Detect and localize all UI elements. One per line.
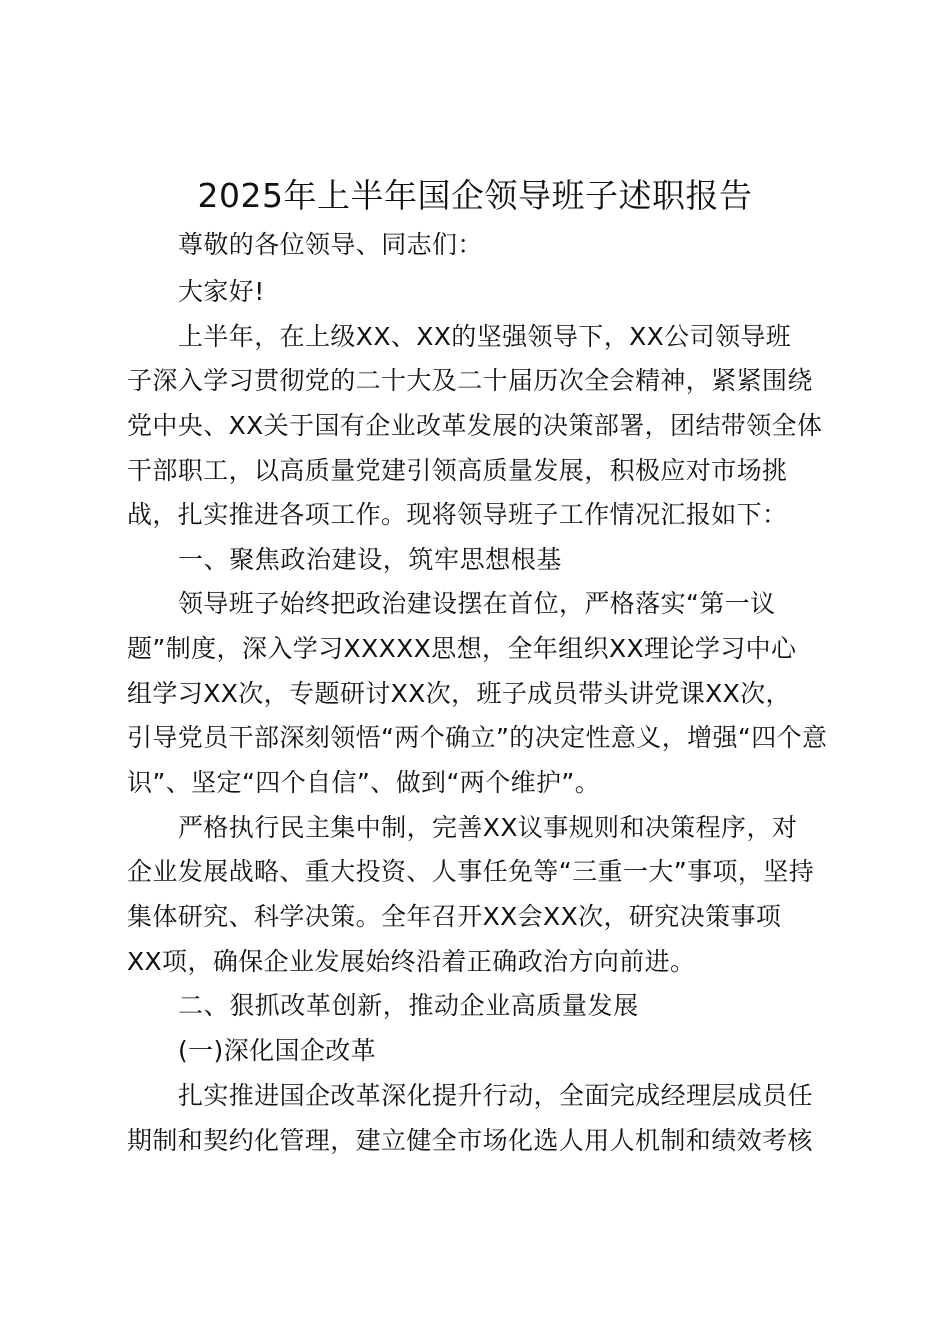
section1-para1-line: 组学习XX次，专题研讨XX次，班子成员带头讲党课XX次， [127, 679, 791, 708]
section1-para2-line: 集体研究、科学决策。全年召开XX会XX次，研究决策事项 [127, 902, 782, 931]
subsection1-para-line: 期制和契约化管理，建立健全市场化选人用人机制和绩效考核 [127, 1126, 813, 1155]
section1-para1-line: 识”、坚定“四个自信”、做到“两个维护”。 [127, 768, 601, 797]
greeting: 大家好! [178, 277, 265, 306]
intro-line: 上半年，在上级XX、XX的坚强领导下，XX公司领导班 [178, 322, 792, 351]
section1-para1-line: 引导党员干部深刻领悟“两个确立”的决定性意义，增强“四个意 [127, 723, 828, 752]
intro-line: 子深入学习贯彻党的二十大及二十届历次全会精神，紧紧围绕 [127, 366, 813, 395]
subsection1-para-line: 扎实推进国企改革深化提升行动，全面完成经理层成员任 [178, 1081, 814, 1110]
section1-para1-line: 领导班子始终把政治建设摆在首位，严格落实“第一议 [178, 589, 776, 618]
subsection-heading-1: (一)深化国企改革 [178, 1036, 377, 1065]
intro-line: 战，扎实推进各项工作。现将领导班子工作情况汇报如下： [127, 500, 788, 529]
section1-para1-line: 题”制度，深入学习XXXXX思想，全年组织XX理论学习中心 [127, 634, 797, 663]
document-title: 2025年上半年国企领导班子述职报告 [197, 176, 753, 215]
section1-para2-line: 企业发展战略、重大投资、人事任免等“三重一大”事项，坚持 [127, 857, 815, 886]
salutation: 尊敬的各位领导、同志们： [178, 230, 483, 259]
intro-line: 党中央、XX关于国有企业改革发展的决策部署，团结带领全体 [127, 411, 823, 440]
intro-line: 干部职工，以高质量党建引领高质量发展，积极应对市场挑 [127, 456, 788, 485]
section-heading-1: 一、聚焦政治建设，筑牢思想根基 [178, 545, 563, 574]
section1-para2-line: 严格执行民主集中制，完善XX议事规则和决策程序，对 [178, 813, 798, 842]
section-heading-2: 二、狠抓改革创新，推动企业高质量发展 [178, 991, 639, 1020]
section1-para2-line: XX项，确保企业发展始终沿着正确政治方向前进。 [127, 947, 696, 976]
